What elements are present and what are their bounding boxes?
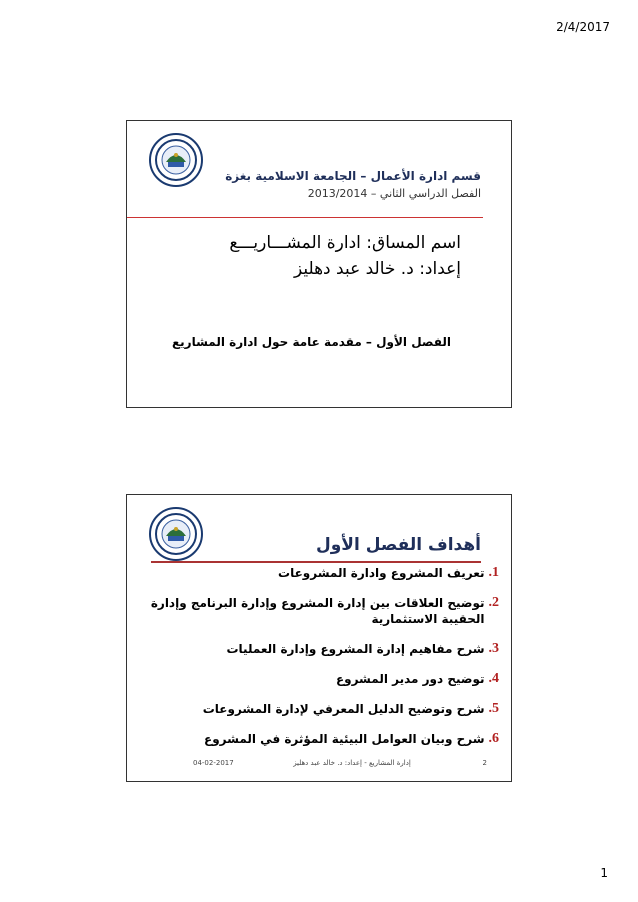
university-seal-icon <box>149 507 203 561</box>
list-number: 3. <box>488 641 499 656</box>
list-text: شرح وتوضيح الدليل المعرفي لإدارة المشروعات <box>202 702 485 716</box>
footer-credit: إدارة المشاريع - إعداد: د. خالد عبد دهليز <box>293 759 411 767</box>
department-university-line: قسم ادارة الأعمال – الجامعة الاسلامية بغزة <box>225 169 481 183</box>
list-number: 1. <box>488 565 499 580</box>
semester-line: الفصل الدراسي الثاني – 2013/2014 <box>307 187 481 200</box>
list-item <box>139 595 499 627</box>
list-item <box>139 731 499 747</box>
objectives-list <box>139 565 499 761</box>
list-item <box>139 701 499 717</box>
footer-page-number: 2 <box>482 759 487 767</box>
objectives-title: أهداف الفصل الأول <box>315 535 481 555</box>
list-number: 2. <box>488 595 499 610</box>
list-number: 6. <box>488 731 499 746</box>
list-text: شرح مفاهيم إدارة المشروع وإدارة العمليات <box>226 642 485 656</box>
list-number: 5. <box>488 701 499 716</box>
list-number: 4. <box>488 671 499 686</box>
list-text: توضيح دور مدير المشروع <box>335 672 485 686</box>
university-seal-icon <box>149 133 203 187</box>
header-divider <box>127 217 483 218</box>
chapter-title: الفصل الأول – مقدمة عامة حول ادارة المشاريع <box>171 335 451 349</box>
title-divider <box>151 561 481 563</box>
slide-1 <box>126 120 512 408</box>
list-text: شرح وبيان العوامل البيئية المؤثرة في المشروع <box>204 732 485 746</box>
list-item <box>139 671 499 687</box>
header-date: 2/4/2017 <box>556 20 610 34</box>
author-name: إعداد: د. خالد عبد دهليز <box>293 259 461 279</box>
list-text: تعريف المشروع وادارة المشروعات <box>278 566 485 580</box>
list-text: توضيح العلاقات بين إدارة المشروع وإدارة البرنامج وإدارة الحقيبة الاستثمارية <box>150 596 485 626</box>
page-number: 1 <box>600 866 608 880</box>
course-name: اسم المساق: ادارة المشـــاريـــع <box>229 233 461 253</box>
slide-2 <box>126 494 512 782</box>
slide-footer <box>137 759 501 771</box>
list-item <box>139 565 499 581</box>
list-item <box>139 641 499 657</box>
footer-date: 04-02-2017 <box>193 759 234 767</box>
